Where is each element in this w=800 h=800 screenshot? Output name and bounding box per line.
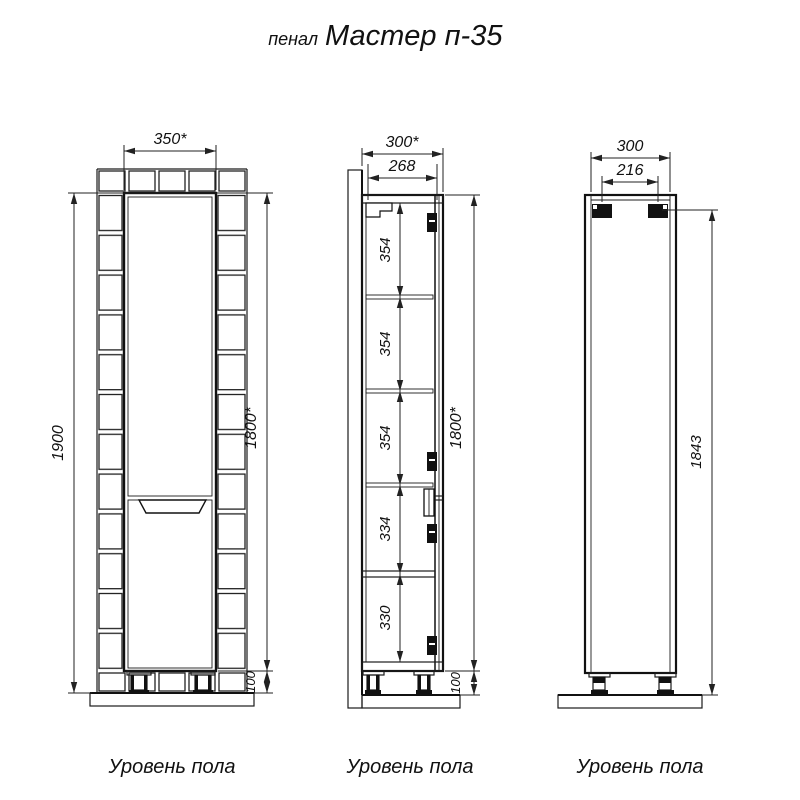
cabinet-back [585, 195, 676, 673]
dim-side-body-height: 1800* [448, 407, 465, 449]
floor-level-label-side: Уровень пола [346, 756, 474, 778]
corner-bracket [648, 204, 668, 218]
dim-back-width: 300 [616, 138, 644, 155]
hinge [427, 636, 437, 655]
dim-back-height: 1843 [688, 435, 705, 469]
dim-back-inner-width: 216 [616, 162, 644, 179]
side-wall-section [348, 170, 362, 708]
dim-side-depth: 300* [385, 134, 419, 151]
dim-side-inner-depth: 268 [388, 158, 416, 175]
cabinet-side-section [362, 195, 443, 671]
floor-level-label-front: Уровень пола [108, 756, 236, 778]
cabinet-front [124, 193, 216, 671]
hinge [427, 452, 437, 471]
door-handle [139, 500, 206, 513]
corner-bracket [592, 204, 612, 218]
back-legs [589, 673, 676, 695]
drawing-title-model: Мастер п-35 [325, 20, 503, 52]
dim-section-3: 354 [377, 425, 394, 451]
dim-front-width: 350* [153, 131, 187, 148]
drawing-title-prefix: пенал [268, 29, 318, 49]
dim-front-leg-height: 100 [243, 671, 258, 693]
dim-side-leg-height: 100 [448, 672, 463, 694]
hinge [427, 213, 437, 232]
dim-section-4: 334 [377, 516, 394, 542]
side-floor-section [362, 695, 460, 708]
dim-section-2: 354 [377, 331, 394, 357]
dim-front-body-height: 1800* [243, 407, 260, 449]
front-view [50, 131, 273, 778]
side-legs [363, 671, 434, 695]
side-view [345, 134, 480, 778]
dim-section-5: 330 [377, 605, 394, 631]
dim-section-1: 354 [377, 237, 394, 263]
back-floor [558, 695, 702, 708]
front-floor [90, 693, 254, 706]
dim-front-total-height: 1900 [50, 425, 67, 461]
floor-level-label-back: Уровень пола [576, 756, 704, 778]
hinge [427, 524, 437, 543]
back-view [558, 138, 718, 778]
